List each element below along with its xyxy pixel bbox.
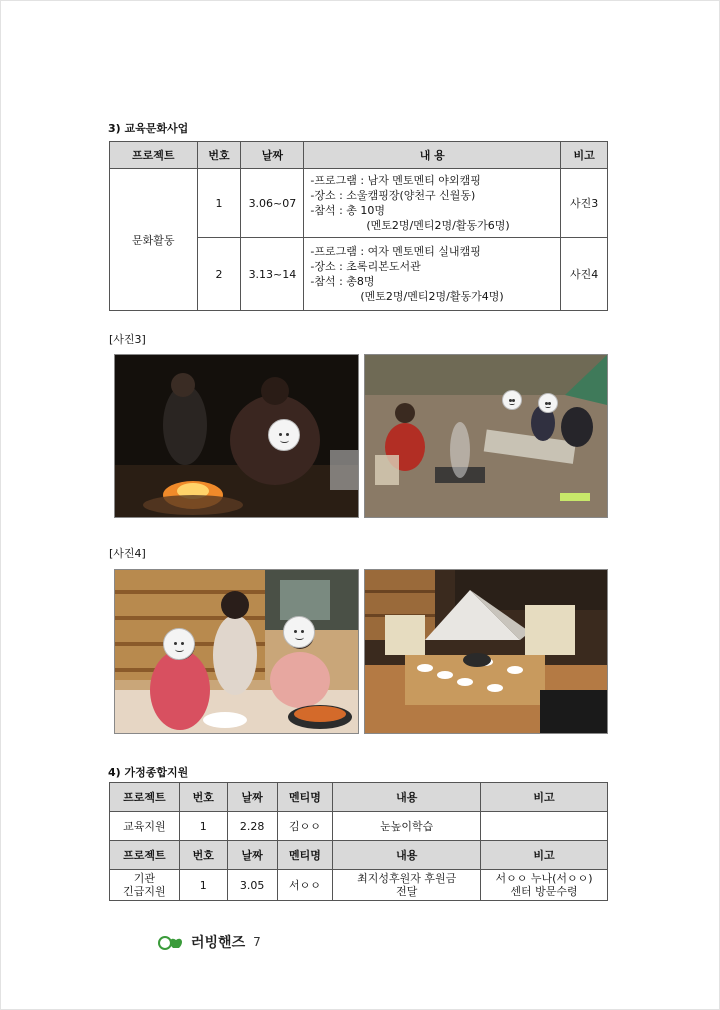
- campfire-photo-art: [115, 355, 358, 517]
- page-number: 7: [253, 935, 261, 949]
- family-support-table: [109, 782, 608, 901]
- row-content: [304, 238, 561, 311]
- content-line: (멘토2명/멘티2명/활동가6명): [366, 219, 510, 232]
- blur-face: [268, 419, 300, 451]
- photo-4-cooking: [114, 569, 359, 734]
- col-content: 내용: [333, 783, 481, 812]
- photo-4-label: [사진4]: [109, 547, 146, 560]
- col-date: 날짜: [241, 142, 304, 169]
- row-number: 1: [179, 870, 227, 901]
- blur-face: [163, 628, 195, 660]
- content-line: -참석 : 총8명: [310, 275, 375, 288]
- row-content: [304, 169, 561, 238]
- note-line: 센터 방문수령: [510, 885, 578, 898]
- col-content: 내용: [333, 841, 481, 870]
- col-content: 내 용: [304, 142, 561, 169]
- col-number: 번호: [179, 841, 227, 870]
- row-mentee: 김ㅇㅇ: [277, 812, 333, 841]
- row-content: [333, 870, 481, 901]
- col-project: 프로젝트: [110, 841, 180, 870]
- row-number: 2: [197, 238, 241, 311]
- content-line: (멘토2명/멘티2명/활동가4명): [360, 290, 504, 303]
- row-note: [481, 812, 608, 841]
- col-mentee: 멘티명: [277, 841, 333, 870]
- content-line: -참석 : 총 10명: [310, 204, 386, 217]
- cooking-photo-art: [115, 570, 358, 733]
- col-date: 날짜: [227, 783, 277, 812]
- col-project: 프로젝트: [110, 783, 180, 812]
- col-note: 비고: [561, 142, 608, 169]
- content-line: 전달: [396, 885, 418, 898]
- row-project: [110, 870, 180, 901]
- blur-face: [283, 616, 315, 648]
- col-note: 비고: [481, 841, 608, 870]
- content-line: -장소 : 초록리본도서관: [310, 260, 421, 273]
- culture-activity-table: [109, 141, 608, 311]
- content-line: -프로그램 : 여자 멘토멘티 실내캠핑: [310, 245, 481, 258]
- org-name: 러빙핸즈: [191, 935, 246, 951]
- section-4-heading: 4) 가정종합지원: [108, 766, 189, 779]
- col-note: 비고: [481, 783, 608, 812]
- project-line: 긴급지원: [123, 885, 166, 898]
- project-cell: 문화활동: [110, 169, 198, 311]
- row-date: 3.05: [227, 870, 277, 901]
- project-line: 기관: [133, 872, 156, 885]
- col-mentee: 멘티명: [277, 783, 333, 812]
- row-content: 눈높이학습: [333, 812, 481, 841]
- photo-3-campfire: [114, 354, 359, 518]
- photo-3-daycamp: [364, 354, 608, 518]
- blur-face: [538, 393, 558, 413]
- col-number: 번호: [197, 142, 241, 169]
- blur-face: [502, 390, 522, 410]
- daycamp-photo-art: [365, 355, 607, 517]
- footer: [157, 932, 261, 952]
- content-line: 최지성후원자 후원금: [357, 872, 457, 885]
- row-note: 사진3: [561, 169, 608, 238]
- hands-heart-logo-icon: [157, 932, 187, 952]
- section-3-heading: 3) 교육문화사업: [108, 122, 189, 135]
- row-date: 3.06~07: [241, 169, 304, 238]
- row-note: [481, 870, 608, 901]
- row-date: 3.13~14: [241, 238, 304, 311]
- col-number: 번호: [179, 783, 227, 812]
- row-mentee: 서ㅇㅇ: [277, 870, 333, 901]
- row-project: 교육지원: [110, 812, 180, 841]
- indoor-tent-photo-art: [365, 570, 607, 733]
- photo-3-label: [사진3]: [109, 333, 146, 346]
- col-project: 프로젝트: [110, 142, 198, 169]
- content-line: -프로그램 : 남자 멘토멘티 야외캠핑: [310, 174, 481, 187]
- content-line: -장소 : 소울캠핑장(양천구 신월동): [310, 189, 476, 202]
- row-number: 1: [197, 169, 241, 238]
- row-note: 사진4: [561, 238, 608, 311]
- note-line: 서ㅇㅇ 누나(서ㅇㅇ): [495, 872, 593, 885]
- col-date: 날짜: [227, 841, 277, 870]
- row-number: 1: [179, 812, 227, 841]
- row-date: 2.28: [227, 812, 277, 841]
- photo-4-indoor-tent: [364, 569, 608, 734]
